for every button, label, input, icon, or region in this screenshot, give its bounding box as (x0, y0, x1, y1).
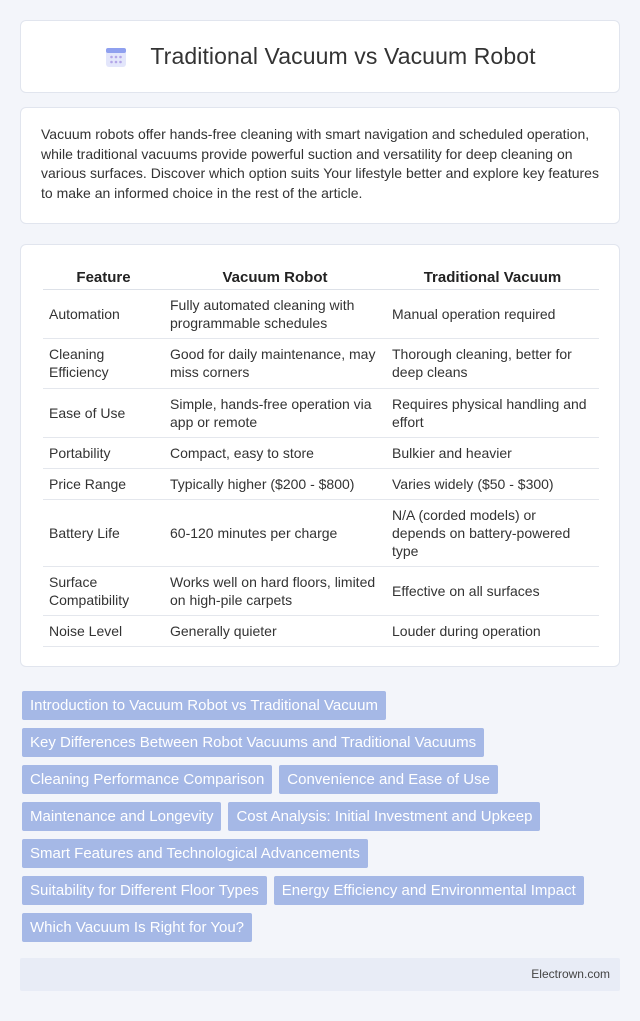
robot-cell: Works well on hard floors, limited on high-pile carpets (164, 566, 386, 615)
table-row (43, 468, 599, 499)
robot-cell: Compact, easy to store (164, 437, 386, 468)
table-row (43, 566, 599, 615)
column-header-traditional-vacuum: Traditional Vacuum (386, 267, 599, 289)
comparison-table (43, 267, 599, 647)
traditional-cell: Requires physical handling and effort (386, 388, 599, 437)
robot-cell: Generally quieter (164, 615, 386, 646)
table-row (43, 388, 599, 437)
feature-cell: Ease of Use (43, 388, 164, 437)
feature-cell: Noise Level (43, 615, 164, 646)
traditional-cell: Manual operation required (386, 289, 599, 338)
topic-link-smart-features[interactable]: Smart Features and Technological Advancements (22, 839, 368, 868)
robot-cell: Typically higher ($200 - $800) (164, 468, 386, 499)
feature-cell: Price Range (43, 468, 164, 499)
traditional-cell: Varies widely ($50 - $300) (386, 468, 599, 499)
topic-link-convenience[interactable]: Convenience and Ease of Use (279, 765, 498, 794)
robot-cell: Fully automated cleaning with programmable schedules (164, 289, 386, 338)
traditional-cell: Effective on all surfaces (386, 566, 599, 615)
robot-cell: Good for daily maintenance, may miss corners (164, 338, 386, 388)
traditional-cell: Thorough cleaning, better for deep cleans (386, 338, 599, 388)
robot-cell: 60-120 minutes per charge (164, 499, 386, 566)
feature-cell: Portability (43, 437, 164, 468)
table-row (43, 289, 599, 338)
traditional-cell: N/A (corded models) or depends on battery-powered type (386, 499, 599, 566)
title-card (20, 20, 620, 93)
table-row (43, 499, 599, 566)
robot-cell: Simple, hands-free operation via app or remote (164, 388, 386, 437)
topic-link-cleaning-performance[interactable]: Cleaning Performance Comparison (22, 765, 272, 794)
table-row (43, 437, 599, 468)
feature-cell: Cleaning Efficiency (43, 338, 164, 388)
column-header-feature: Feature (43, 267, 164, 289)
intro-card (20, 107, 620, 224)
topic-links (22, 691, 622, 950)
feature-cell: Automation (43, 289, 164, 338)
topic-link-key-differences[interactable]: Key Differences Between Robot Vacuums and Traditional Vacuums (22, 728, 484, 757)
column-header-vacuum-robot: Vacuum Robot (164, 267, 386, 289)
topic-link-energy-efficiency[interactable]: Energy Efficiency and Environmental Impact (274, 876, 584, 905)
traditional-cell: Louder during operation (386, 615, 599, 646)
table-row (43, 615, 599, 646)
intro-paragraph: Vacuum robots offer hands-free cleaning with smart navigation and scheduled operation, while traditional vacuums provide powerful suction and versatility for deep cleaning on various surfaces. Discover which option suits Your lifestyle better and explore key features to make an informed choice in the rest of the article. (41, 126, 599, 201)
page-title: Traditional Vacuum vs Vacuum Robot (150, 43, 536, 69)
topic-link-which-vacuum[interactable]: Which Vacuum Is Right for You? (22, 913, 252, 942)
comparison-table-card (20, 244, 620, 667)
table-row (43, 338, 599, 388)
topic-link-introduction[interactable]: Introduction to Vacuum Robot vs Traditional Vacuum (22, 691, 386, 720)
topic-link-floor-types[interactable]: Suitability for Different Floor Types (22, 876, 267, 905)
topic-link-maintenance[interactable]: Maintenance and Longevity (22, 802, 221, 831)
traditional-cell: Bulkier and heavier (386, 437, 599, 468)
feature-cell: Surface Compatibility (43, 566, 164, 615)
topic-link-cost-analysis[interactable]: Cost Analysis: Initial Investment and Upkeep (228, 802, 540, 831)
table-header-row (43, 267, 599, 289)
calendar-grid-icon (104, 45, 128, 69)
feature-cell: Battery Life (43, 499, 164, 566)
footer-source: Electrown.com (20, 958, 620, 991)
